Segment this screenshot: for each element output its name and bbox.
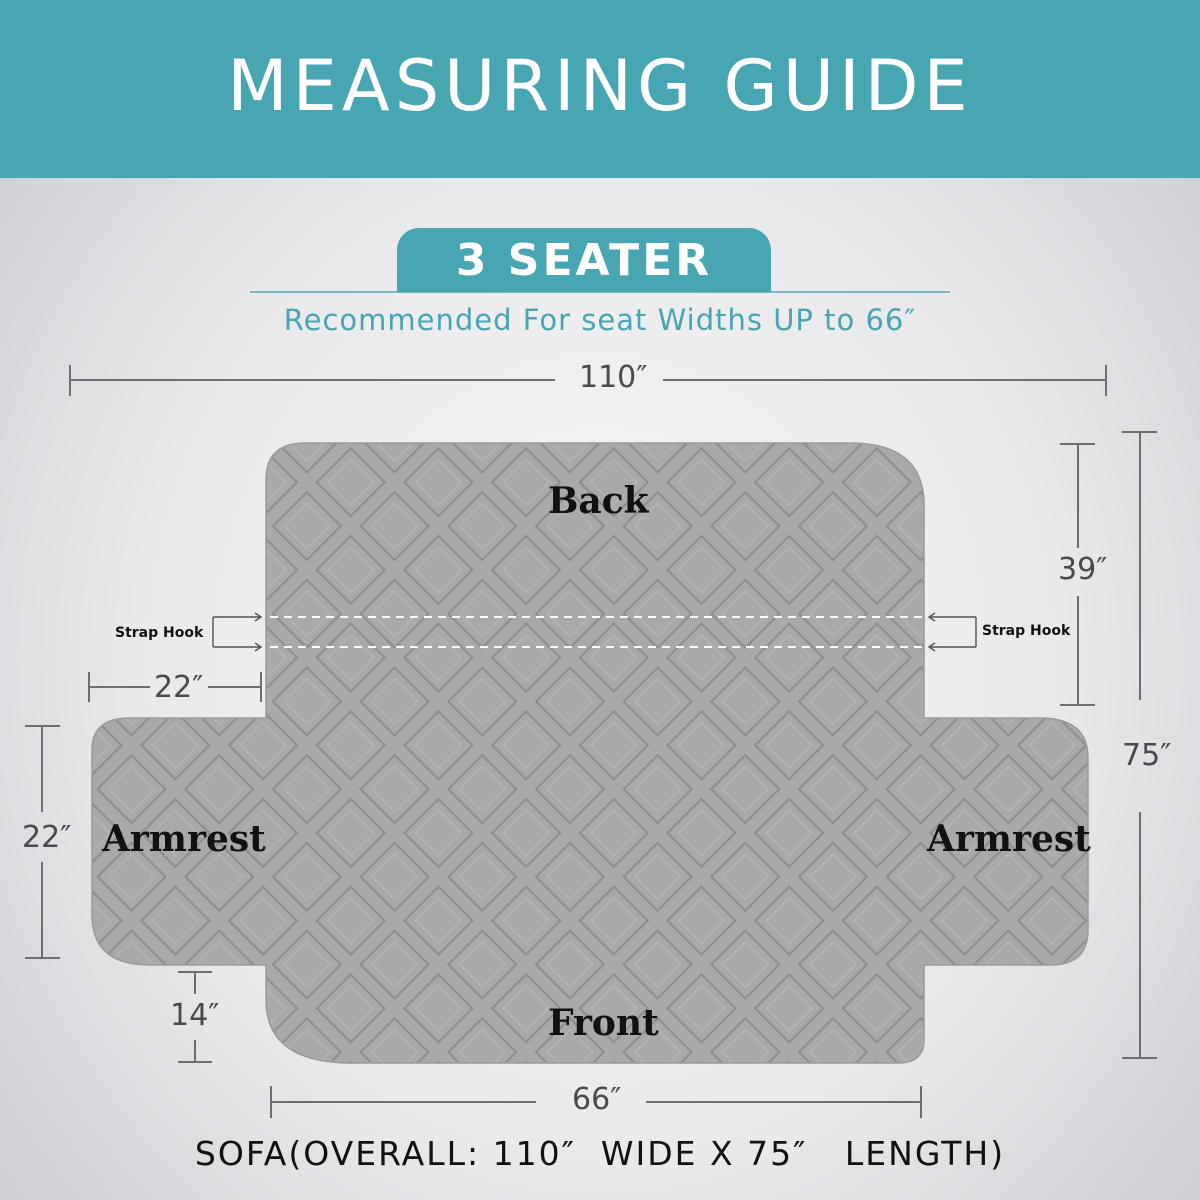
overall-size-caption: SOFA(OVERALL: 110″ WIDE X 75″ LENGTH) — [194, 1134, 1006, 1173]
page-title: MEASURING GUIDE — [227, 45, 973, 127]
strap-hook-left-label: Strap Hook — [115, 625, 204, 641]
overall-width-label: 110″ — [579, 360, 648, 395]
arm-width-label: 22″ — [154, 670, 204, 705]
strap-hook-left-marker — [213, 613, 261, 651]
strap-hook-right-label: Strap Hook — [982, 623, 1071, 639]
armrest-right-label: Armrest — [927, 818, 1091, 860]
arm-height-label: 22″ — [22, 820, 72, 855]
back-height-label: 39″ — [1058, 552, 1108, 587]
armrest-left-label: Armrest — [102, 818, 266, 860]
sofa-cover-shape — [92, 443, 1088, 1063]
back-label: Back — [548, 480, 649, 522]
front-label: Front — [548, 1002, 659, 1044]
seater-badge-label: 3 SEATER — [455, 234, 713, 286]
seat-width-label: 66″ — [572, 1082, 622, 1117]
strap-hook-right-marker — [929, 613, 976, 651]
recommendation-text: Recommended For seat Widths UP to 66″ — [283, 303, 917, 337]
arm-bottom-label: 14″ — [170, 998, 220, 1033]
overall-length-label: 75″ — [1122, 738, 1172, 773]
